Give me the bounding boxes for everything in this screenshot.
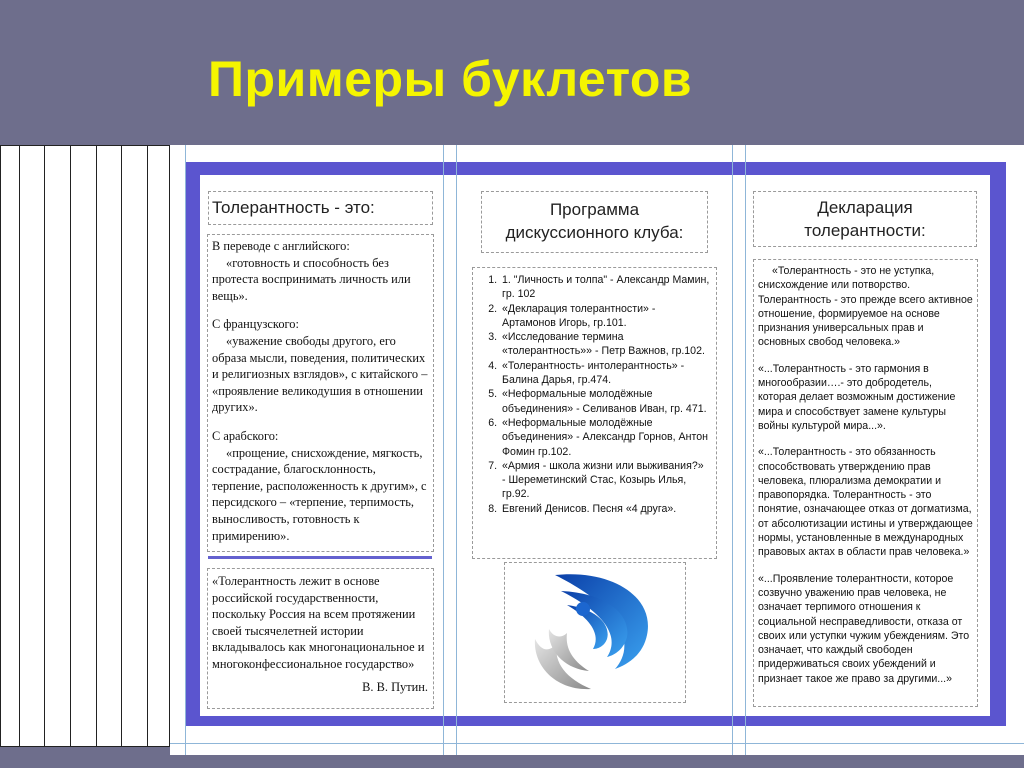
- program-item: 2. «Декларация толерантности» - Артамонов Игорь, гр.101.: [500, 302, 710, 331]
- guide-line: [185, 145, 186, 755]
- declaration-box: [753, 259, 978, 707]
- right-heading-box: [753, 191, 977, 247]
- translations-box: [207, 234, 434, 552]
- program-item: 5. «Неформальные молодёжные объединения» - Селиванов Иван, гр. 471.: [500, 387, 710, 416]
- declaration-paragraph: «...Толерантность - это обязанность способствовать утверждению прав человека, плюрализма демократии и правопорядка. Толерантность - это понятие, означающее отказ от догматизма, от абсолютизации истины и утверждающее нормы, установленные в международных правовых актах в области прав человека.»: [758, 446, 973, 559]
- slide-title: Примеры буклетов: [208, 51, 693, 107]
- declaration-paragraph: «Толерантность - это не уступка, снисхождение или потворство. Толерантность - это прежде всего активное отношение, формируемое на основе признания универсальных прав и основных свобод человека.»: [758, 265, 973, 349]
- putin-quote: «Толерантность лежит в основе российской государственности, поскольку Россия на всем протяжении своей тысячелетней истории вкладывалось как многонациональное и многоконфессиональное государство»: [212, 574, 425, 671]
- logo-box: [504, 562, 686, 703]
- quote-author: В. В. Путин.: [362, 679, 428, 694]
- program-list: [475, 273, 710, 516]
- declaration-paragraph: «...Толерантность - это гармония в многообразии….- это добродетель, которая делает возможным достижение мира и способствует замене культуры войны культурой мира...».: [758, 362, 956, 432]
- guide-line: [732, 145, 733, 755]
- program-item: 1. 1. "Личность и толпа" - Александр Мамин, гр. 102: [500, 273, 710, 302]
- guide-line: [745, 145, 746, 755]
- program-item: 8. Евгений Денисов. Песня «4 друга».: [500, 502, 710, 516]
- arabic-text: «прощение, снисхождение, мягкость, сострадание, благосклонность, терпение, расположенность к другим», с персидского – «терпение, терпимость, выносливость, готовность к примирению».: [212, 445, 427, 543]
- french-text: «уважение свободы другого, его образа мысли, поведения, политических и религиозных взглядов», с китайского – «проявление великодушия в отношении других».: [212, 333, 428, 415]
- english-text: «готовность и способность без протеста воспринимать личность или вещь».: [212, 255, 411, 303]
- page-sheet: [147, 145, 170, 747]
- left-heading: Толерантность - это:: [212, 198, 375, 217]
- section-divider: [208, 556, 432, 559]
- arabic-intro: С арабского:: [212, 428, 279, 443]
- quote-box: [207, 568, 434, 709]
- french-intro: С французского:: [212, 317, 299, 332]
- program-item: 7. «Армия - школа жизни или выживания?» - Шереметинский Стас, Козырь Илья, гр.92.: [500, 459, 710, 502]
- right-heading: Декларация толерантности:: [804, 198, 926, 240]
- swirl-logo-icon: [527, 569, 667, 695]
- left-heading-box: [208, 191, 433, 225]
- program-item: 3. «Исследование термина «толерантность»» - Петр Важнов, гр.102.: [500, 330, 710, 359]
- declaration-paragraph: «...Проявление толерантности, которое созвучно уважению прав человека, не означает терпимого отношения к социальной несправедливости, отказа от своих или уступки чужим убеждениям. Это означает, что каждый свободен придерживаться своих убеждений и признает такое же право за другими...»: [758, 572, 970, 685]
- program-box: [472, 267, 717, 559]
- middle-heading: Программа дискуссионного клуба:: [505, 200, 684, 242]
- middle-heading-box: [481, 191, 708, 253]
- guide-line: [443, 145, 444, 755]
- program-item: 4. «Толерантность- интолерантность» - Балина Дарья, гр.474.: [500, 359, 710, 388]
- english-intro: В переводе с английского:: [212, 239, 350, 253]
- booklet-sheet: [170, 145, 1024, 755]
- stacked-pages: [0, 145, 170, 755]
- guide-line: [456, 145, 457, 755]
- program-item: 6. «Неформальные молодёжные объединения» - Александр Горнов, Антон Фомин гр.102.: [500, 416, 710, 459]
- guide-line: [170, 743, 1024, 744]
